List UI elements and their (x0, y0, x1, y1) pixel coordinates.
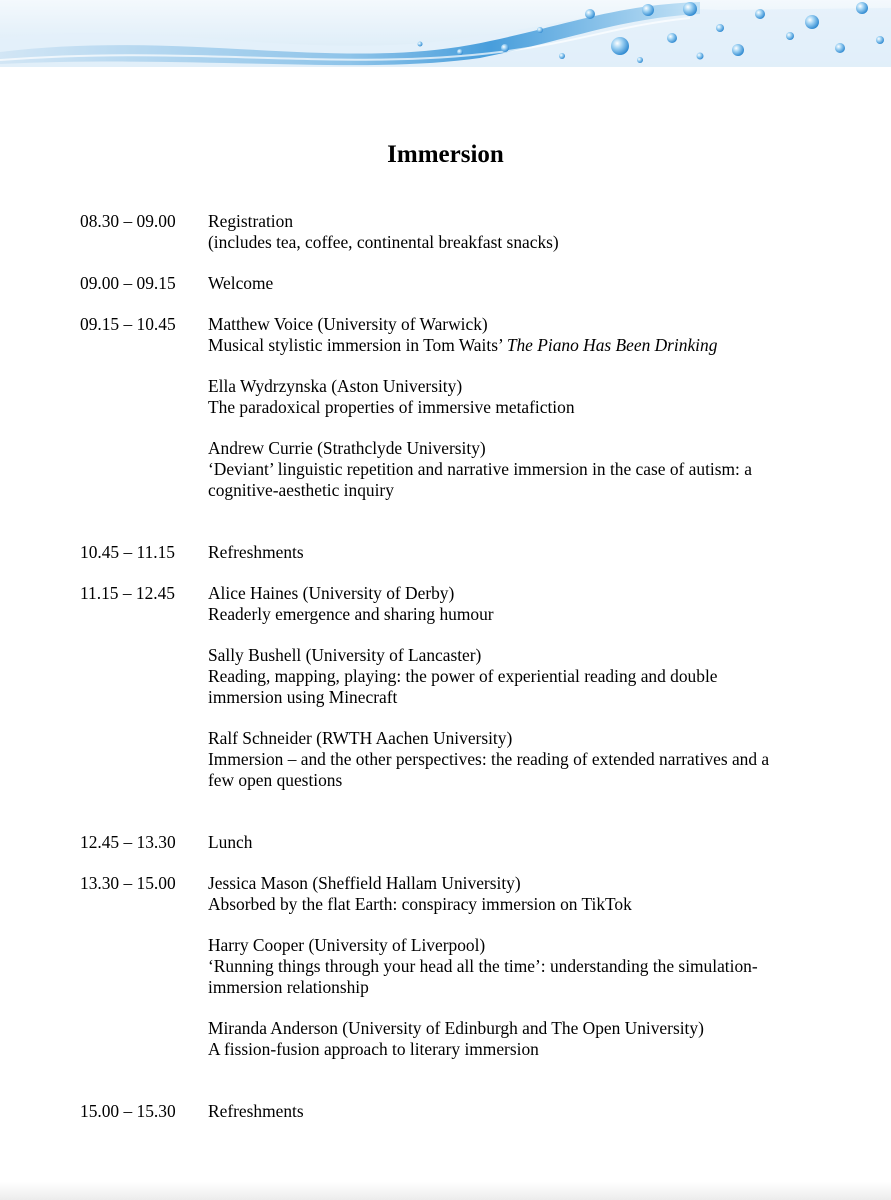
talk-speaker: Andrew Currie (Strathclyde University) (208, 438, 486, 458)
talk-speaker: Ralf Schneider (RWTH Aachen University) (208, 728, 513, 748)
talk-title: few open questions (208, 770, 343, 790)
schedule-item-lunch (80, 832, 840, 853)
talk-title: ‘Deviant’ linguistic repetition and narrative immersion in the case of autism: a (208, 459, 752, 479)
talk (208, 935, 840, 998)
talk (208, 1018, 840, 1060)
talk-title: immersion using Minecraft (208, 687, 398, 707)
session-title: Refreshments (208, 542, 304, 562)
page-bottom-shadow (0, 1182, 891, 1200)
talk (208, 438, 840, 501)
talk (208, 645, 840, 708)
talk-title: cognitive-aesthetic inquiry (208, 480, 394, 500)
talk-title: The paradoxical properties of immersive metafiction (208, 397, 575, 417)
talk-speaker: Jessica Mason (Sheffield Hallam University) (208, 873, 521, 893)
program-schedule (80, 211, 840, 1122)
session-title: Registration (208, 211, 294, 231)
time-slot: 11.15 – 12.45 (80, 583, 176, 603)
talk-title-italic: The Piano Has Been Drinking (506, 335, 718, 355)
session-title: Welcome (208, 273, 274, 293)
schedule-item-welcome (80, 273, 840, 294)
talk (208, 583, 840, 625)
schedule-item-panel-3 (80, 873, 840, 1060)
schedule-item-refreshments (80, 542, 840, 563)
schedule-item-panel-1 (80, 314, 840, 501)
talk-title: ‘Running things through your head all the time’: understanding the simulation- (208, 956, 758, 976)
talk (208, 728, 840, 791)
talk-speaker: Ella Wydrzynska (Aston University) (208, 376, 463, 396)
time-slot: 10.45 – 11.15 (80, 542, 176, 562)
time-slot: 12.45 – 13.30 (80, 832, 176, 852)
schedule-item-registration (80, 211, 840, 253)
talk-title: Readerly emergence and sharing humour (208, 604, 494, 624)
session-title: Refreshments (208, 1101, 304, 1121)
time-slot: 08.30 – 09.00 (80, 211, 176, 231)
time-slot: 09.00 – 09.15 (80, 273, 176, 293)
talk (208, 873, 840, 915)
talk-speaker: Harry Cooper (University of Liverpool) (208, 935, 486, 955)
schedule-item-panel-2 (80, 583, 840, 791)
talk (208, 314, 840, 356)
talk-title: immersion relationship (208, 977, 369, 997)
time-slot: 15.00 – 15.30 (80, 1101, 176, 1121)
talk-title: Immersion – and the other perspectives: the reading of extended narratives and a (208, 749, 770, 769)
talk-speaker: Sally Bushell (University of Lancaster) (208, 645, 482, 665)
session-note: (includes tea, coffee, continental breakfast snacks) (208, 232, 559, 252)
schedule-item-refreshments (80, 1101, 840, 1122)
time-slot: 13.30 – 15.00 (80, 873, 176, 893)
talk-title: Reading, mapping, playing: the power of experiential reading and double (208, 666, 718, 686)
water-droplets-banner (0, 0, 891, 67)
talk-speaker: Matthew Voice (University of Warwick) (208, 314, 488, 334)
talk-title: Absorbed by the flat Earth: conspiracy immersion on TikTok (208, 894, 632, 914)
page-title: Immersion (387, 141, 504, 168)
talk-speaker: Alice Haines (University of Derby) (208, 583, 455, 603)
talk (208, 376, 840, 418)
talk-title: Musical stylistic immersion in Tom Waits’ The Piano Has Been Drinking (208, 335, 718, 355)
time-slot: 09.15 – 10.45 (80, 314, 176, 334)
talk-title: A fission-fusion approach to literary immersion (208, 1039, 539, 1059)
session-title: Lunch (208, 832, 253, 852)
talk-speaker: Miranda Anderson (University of Edinburgh and The Open University) (208, 1018, 704, 1038)
